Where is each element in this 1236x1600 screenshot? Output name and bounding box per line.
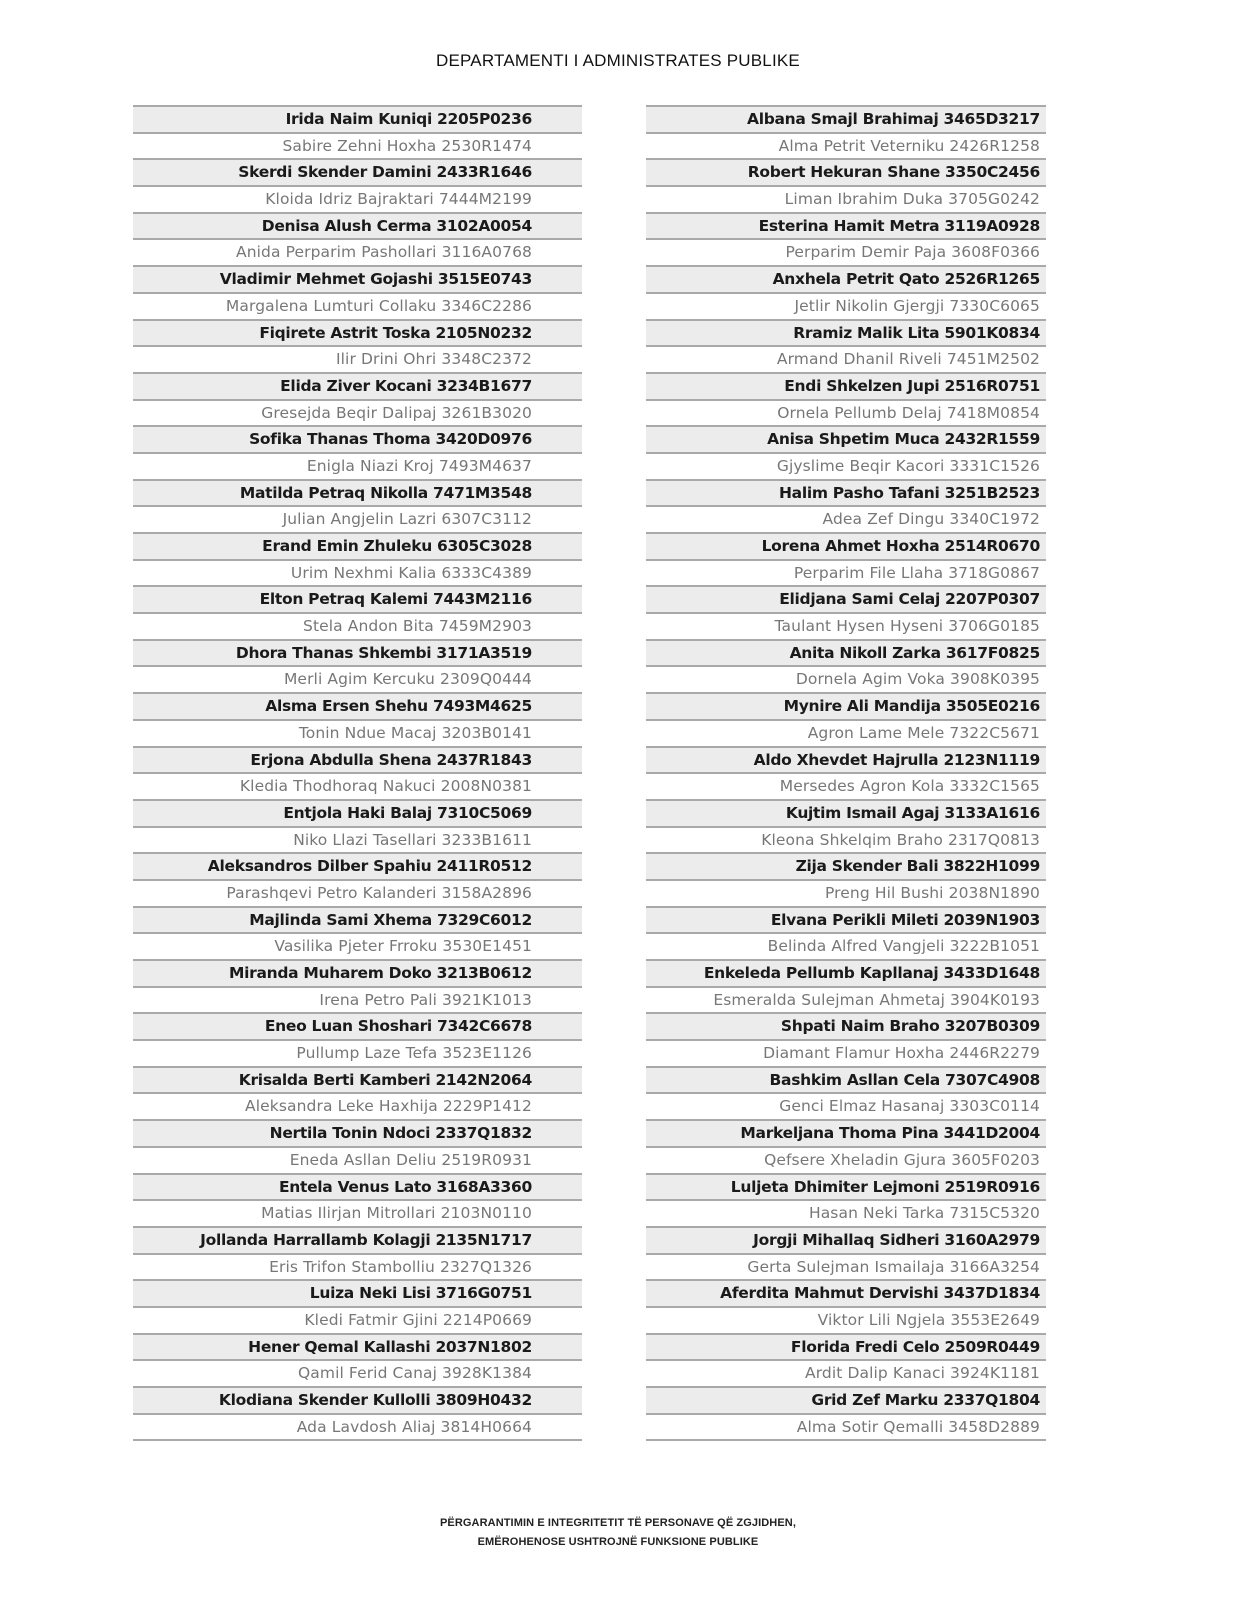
list-item: Aferdita Mahmut Dervishi 3437D1834 bbox=[646, 1279, 1046, 1306]
list-item: Vasilika Pjeter Frroku 3530E1451 bbox=[133, 932, 582, 959]
list-item: Anita Nikoll Zarka 3617F0825 bbox=[646, 639, 1046, 666]
list-item: Miranda Muharem Doko 3213B0612 bbox=[133, 959, 582, 986]
list-item: Jollanda Harrallamb Kolagji 2135N1717 bbox=[133, 1226, 582, 1253]
list-item: Preng Hil Bushi 2038N1890 bbox=[646, 879, 1046, 906]
list-item: Erand Emin Zhuleku 6305C3028 bbox=[133, 532, 582, 559]
list-item: Armand Dhanil Riveli 7451M2502 bbox=[646, 345, 1046, 372]
list-item: Tonin Ndue Macaj 3203B0141 bbox=[133, 719, 582, 746]
list-item: Qefsere Xheladin Gjura 3605F0203 bbox=[646, 1146, 1046, 1173]
list-item: Taulant Hysen Hyseni 3706G0185 bbox=[646, 612, 1046, 639]
list-item: Sabire Zehni Hoxha 2530R1474 bbox=[133, 132, 582, 159]
list-item: Adea Zef Dingu 3340C1972 bbox=[646, 505, 1046, 532]
list-item: Kledi Fatmir Gjini 2214P0669 bbox=[133, 1306, 582, 1333]
list-item: Gerta Sulejman Ismailaja 3166A3254 bbox=[646, 1253, 1046, 1280]
list-item: Erjona Abdulla Shena 2437R1843 bbox=[133, 746, 582, 773]
list-item: Denisa Alush Cerma 3102A0054 bbox=[133, 212, 582, 239]
list-item: Elidjana Sami Celaj 2207P0307 bbox=[646, 585, 1046, 612]
list-item: Viktor Lili Ngjela 3553E2649 bbox=[646, 1306, 1046, 1333]
list-item: Kledia Thodhoraq Nakuci 2008N0381 bbox=[133, 772, 582, 799]
list-item: Kleona Shkelqim Braho 2317Q0813 bbox=[646, 826, 1046, 853]
list-item: Stela Andon Bita 7459M2903 bbox=[133, 612, 582, 639]
right-name-list bbox=[646, 105, 1046, 1441]
list-item: Majlinda Sami Xhema 7329C6012 bbox=[133, 906, 582, 933]
list-item: Alma Petrit Veterniku 2426R1258 bbox=[646, 132, 1046, 159]
footer-line-2: EMËROHENOSE USHTROJNË FUNKSIONE PUBLIKE bbox=[477, 1536, 759, 1548]
list-item: Mynire Ali Mandija 3505E0216 bbox=[646, 692, 1046, 719]
list-item: Alsma Ersen Shehu 7493M4625 bbox=[133, 692, 582, 719]
list-item: Elton Petraq Kalemi 7443M2116 bbox=[133, 585, 582, 612]
list-item: Dornela Agim Voka 3908K0395 bbox=[646, 665, 1046, 692]
list-item: Grid Zef Marku 2337Q1804 bbox=[646, 1386, 1046, 1413]
list-item: Jorgji Mihallaq Sidheri 3160A2979 bbox=[646, 1226, 1046, 1253]
list-item: Enkeleda Pellumb Kapllanaj 3433D1648 bbox=[646, 959, 1046, 986]
list-item: Fiqirete Astrit Toska 2105N0232 bbox=[133, 319, 582, 346]
list-item: Matias Ilirjan Mitrollari 2103N0110 bbox=[133, 1199, 582, 1226]
list-item: Perparim File Llaha 3718G0867 bbox=[646, 559, 1046, 586]
list-bottom-rule bbox=[646, 1439, 1046, 1441]
list-item: Julian Angjelin Lazri 6307C3112 bbox=[133, 505, 582, 532]
list-item: Mersedes Agron Kola 3332C1565 bbox=[646, 772, 1046, 799]
list-item: Irena Petro Pali 3921K1013 bbox=[133, 986, 582, 1013]
list-item: Shpati Naim Braho 3207B0309 bbox=[646, 1012, 1046, 1039]
list-item: Belinda Alfred Vangjeli 3222B1051 bbox=[646, 932, 1046, 959]
list-item: Luljeta Dhimiter Lejmoni 2519R0916 bbox=[646, 1173, 1046, 1200]
list-item: Matilda Petraq Nikolla 7471M3548 bbox=[133, 479, 582, 506]
list-item: Diamant Flamur Hoxha 2446R2279 bbox=[646, 1039, 1046, 1066]
list-item: Eneo Luan Shoshari 7342C6678 bbox=[133, 1012, 582, 1039]
list-item: Robert Hekuran Shane 3350C2456 bbox=[646, 158, 1046, 185]
list-item: Dhora Thanas Shkembi 3171A3519 bbox=[133, 639, 582, 666]
list-item: Urim Nexhmi Kalia 6333C4389 bbox=[133, 559, 582, 586]
list-item: Klodiana Skender Kullolli 3809H0432 bbox=[133, 1386, 582, 1413]
list-item: Ornela Pellumb Delaj 7418M0854 bbox=[646, 399, 1046, 426]
list-item: Zija Skender Bali 3822H1099 bbox=[646, 852, 1046, 879]
list-item: Entela Venus Lato 3168A3360 bbox=[133, 1173, 582, 1200]
list-item: Perparim Demir Paja 3608F0366 bbox=[646, 238, 1046, 265]
list-item: Alma Sotir Qemalli 3458D2889 bbox=[646, 1413, 1046, 1440]
list-item: Rramiz Malik Lita 5901K0834 bbox=[646, 319, 1046, 346]
list-item: Halim Pasho Tafani 3251B2523 bbox=[646, 479, 1046, 506]
list-item: Merli Agim Kercuku 2309Q0444 bbox=[133, 665, 582, 692]
list-item: Gjyslime Beqir Kacori 3331C1526 bbox=[646, 452, 1046, 479]
list-item: Eneda Asllan Deliu 2519R0931 bbox=[133, 1146, 582, 1173]
list-item: Entjola Haki Balaj 7310C5069 bbox=[133, 799, 582, 826]
list-item: Skerdi Skender Damini 2433R1646 bbox=[133, 158, 582, 185]
list-item: Lorena Ahmet Hoxha 2514R0670 bbox=[646, 532, 1046, 559]
list-item: Aleksandra Leke Haxhija 2229P1412 bbox=[133, 1092, 582, 1119]
list-item: Anida Perparim Pashollari 3116A0768 bbox=[133, 238, 582, 265]
list-item: Endi Shkelzen Jupi 2516R0751 bbox=[646, 372, 1046, 399]
left-name-list bbox=[133, 105, 582, 1441]
list-bottom-rule bbox=[133, 1439, 582, 1441]
list-item: Aleksandros Dilber Spahiu 2411R0512 bbox=[133, 852, 582, 879]
list-item: Vladimir Mehmet Gojashi 3515E0743 bbox=[133, 265, 582, 292]
list-item: Ada Lavdosh Aliaj 3814H0664 bbox=[133, 1413, 582, 1440]
list-item: Liman Ibrahim Duka 3705G0242 bbox=[646, 185, 1046, 212]
list-item: Irida Naim Kuniqi 2205P0236 bbox=[133, 105, 582, 132]
list-item: Enigla Niazi Kroj 7493M4637 bbox=[133, 452, 582, 479]
list-item: Ardit Dalip Kanaci 3924K1181 bbox=[646, 1359, 1046, 1386]
list-item: Luiza Neki Lisi 3716G0751 bbox=[133, 1279, 582, 1306]
list-item: Ilir Drini Ohri 3348C2372 bbox=[133, 345, 582, 372]
list-item: Esmeralda Sulejman Ahmetaj 3904K0193 bbox=[646, 986, 1046, 1013]
list-item: Anisa Shpetim Muca 2432R1559 bbox=[646, 425, 1046, 452]
list-item: Hasan Neki Tarka 7315C5320 bbox=[646, 1199, 1046, 1226]
list-item: Parashqevi Petro Kalanderi 3158A2896 bbox=[133, 879, 582, 906]
list-item: Nertila Tonin Ndoci 2337Q1832 bbox=[133, 1119, 582, 1146]
list-item: Kujtim Ismail Agaj 3133A1616 bbox=[646, 799, 1046, 826]
list-item: Sofika Thanas Thoma 3420D0976 bbox=[133, 425, 582, 452]
list-item: Eris Trifon Stambolliu 2327Q1326 bbox=[133, 1253, 582, 1280]
footer-line-1: PËRGARANTIMIN E INTEGRITETIT TË PERSONAVE QË ZGJIDHEN, bbox=[439, 1517, 796, 1529]
list-item: Aldo Xhevdet Hajrulla 2123N1119 bbox=[646, 746, 1046, 773]
list-item: Margalena Lumturi Collaku 3346C2286 bbox=[133, 292, 582, 319]
list-item: Qamil Ferid Canaj 3928K1384 bbox=[133, 1359, 582, 1386]
list-item: Kloida Idriz Bajraktari 7444M2199 bbox=[133, 185, 582, 212]
list-item: Elvana Perikli Mileti 2039N1903 bbox=[646, 906, 1046, 933]
list-item: Krisalda Berti Kamberi 2142N2064 bbox=[133, 1066, 582, 1093]
list-item: Jetlir Nikolin Gjergji 7330C6065 bbox=[646, 292, 1046, 319]
list-item: Gresejda Beqir Dalipaj 3261B3020 bbox=[133, 399, 582, 426]
list-item: Niko Llazi Tasellari 3233B1611 bbox=[133, 826, 582, 853]
footer bbox=[0, 1514, 1236, 1552]
list-item: Pullump Laze Tefa 3523E1126 bbox=[133, 1039, 582, 1066]
list-item: Bashkim Asllan Cela 7307C4908 bbox=[646, 1066, 1046, 1093]
list-item: Hener Qemal Kallashi 2037N1802 bbox=[133, 1333, 582, 1360]
list-item: Albana Smajl Brahimaj 3465D3217 bbox=[646, 105, 1046, 132]
list-item: Elida Ziver Kocani 3234B1677 bbox=[133, 372, 582, 399]
list-item: Esterina Hamit Metra 3119A0928 bbox=[646, 212, 1046, 239]
list-item: Florida Fredi Celo 2509R0449 bbox=[646, 1333, 1046, 1360]
page-title: DEPARTAMENTI I ADMINISTRATES PUBLIKE bbox=[436, 51, 800, 70]
list-item: Agron Lame Mele 7322C5671 bbox=[646, 719, 1046, 746]
list-item: Markeljana Thoma Pina 3441D2004 bbox=[646, 1119, 1046, 1146]
list-item: Genci Elmaz Hasanaj 3303C0114 bbox=[646, 1092, 1046, 1119]
list-item: Anxhela Petrit Qato 2526R1265 bbox=[646, 265, 1046, 292]
